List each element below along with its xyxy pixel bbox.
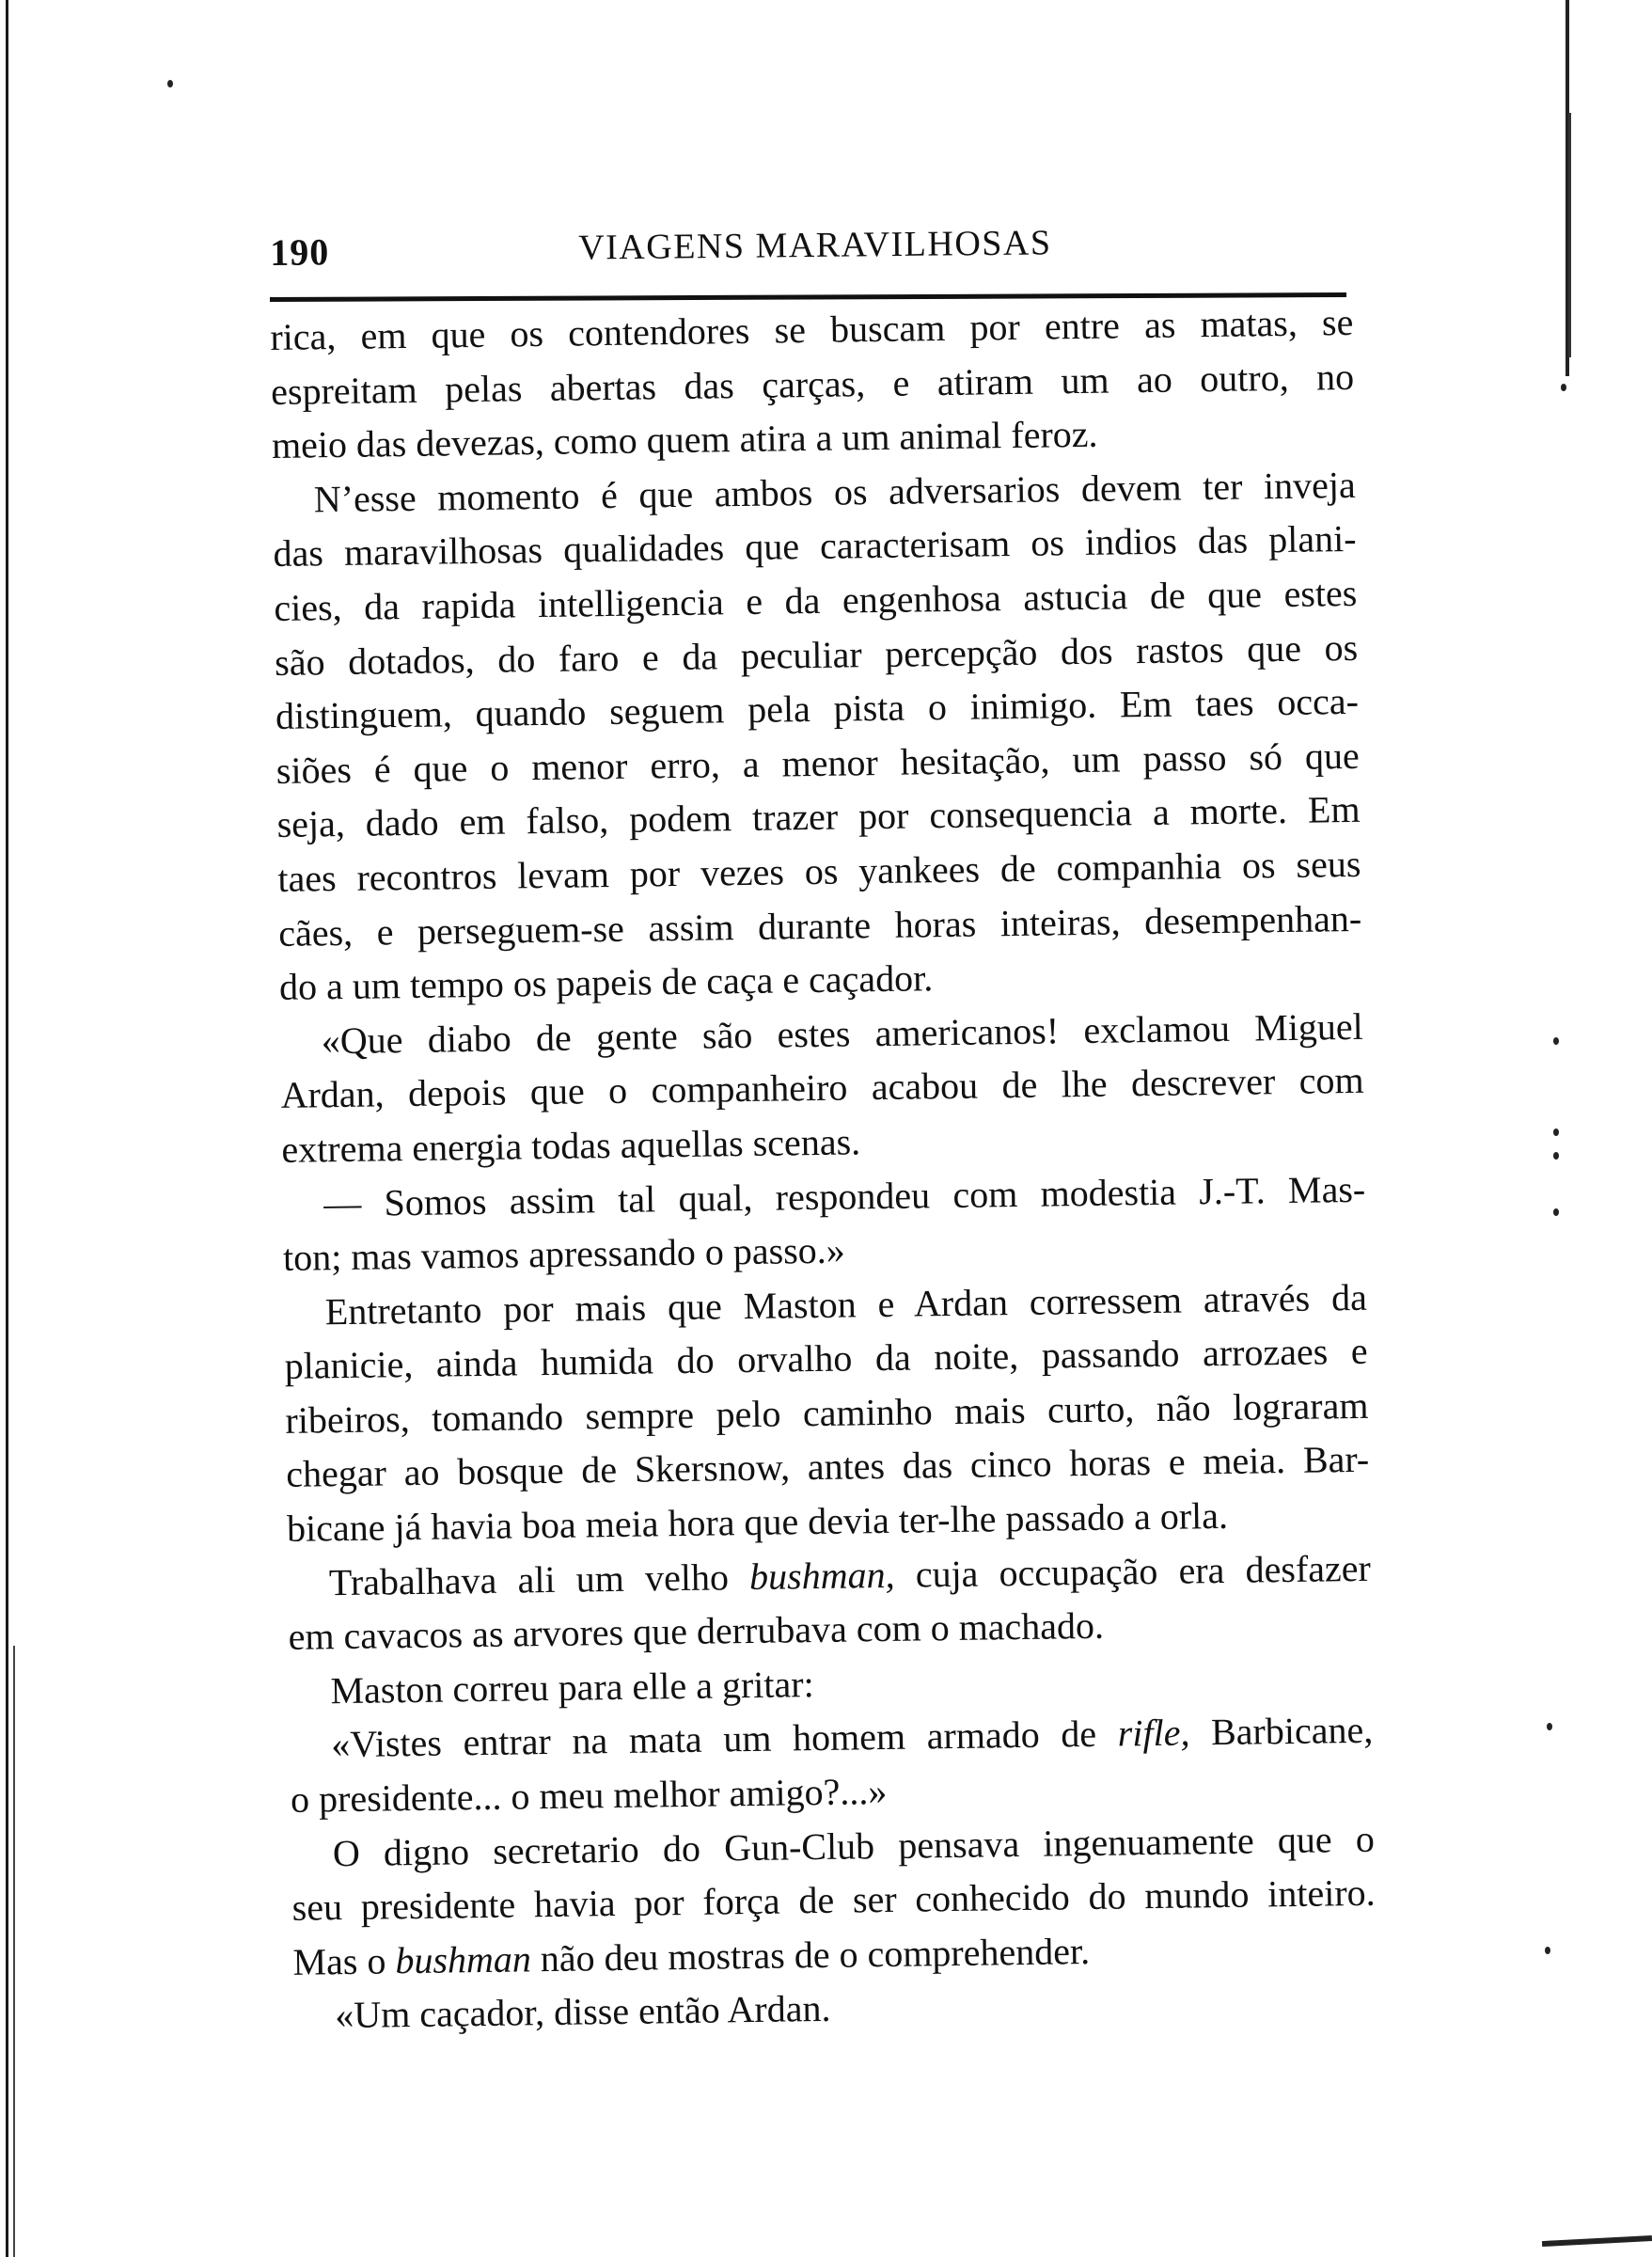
text-line: são dotados, do faro e da peculiar percepção dos rastos que os: [274, 625, 1359, 684]
ink-speck: [1553, 1037, 1559, 1045]
text-line: N’esse momento é que ambos os adversarios devem ter inveja: [313, 463, 1357, 521]
text-line: — Somos assim tal qual, respondeu com modestia J.-T. Mas-: [323, 1167, 1366, 1224]
italic-word: bushman: [395, 1937, 532, 1982]
text-line: extrema energia todas aquellas scenas.: [281, 1120, 861, 1171]
text-line: ribeiros, tomando sempre pelo caminho mais curto, não lograram: [285, 1383, 1369, 1442]
text-line: Entretanto por mais que Maston e Ardan corressem através da: [324, 1275, 1368, 1333]
text-line: Ardan, depois que o companheiro acabou de lhe descrever com: [280, 1059, 1364, 1117]
text-line: das maravilhosas qualidades que caracterisam os indios das plani-: [273, 517, 1357, 576]
ink-speck: [167, 80, 173, 87]
text-line: ton; mas vamos apressando o passo.»: [282, 1228, 846, 1279]
text-run: Trabalhava ali um velho: [328, 1555, 750, 1603]
text-line: cies, da rapida intelligencia e da engenhosa astucia de que estes: [274, 571, 1358, 629]
text-line: meio das devezas, como quem atira a um animal feroz.: [271, 412, 1098, 467]
binding-edge-shadow: [13, 1646, 15, 2257]
text-line: espreitam pelas abertas das çarças, e atiram um ao outro, no: [270, 355, 1355, 413]
text-line: taes recontros levam por vezes os yankees de companhia os seus: [277, 842, 1361, 900]
text-run: Barbicane,: [1189, 1709, 1374, 1754]
text-line: bicane já havia boa meia hora que devia ter-lhe passado a orla.: [286, 1493, 1229, 1550]
text-line: distinguem, quando seguem pela pista o inimigo. Em taes occa-: [275, 680, 1360, 738]
running-title: VIAGENS MARAVILHOSAS: [577, 223, 1052, 268]
text-line: «Que diabo de gente são estes americanos! exclamou Miguel: [321, 1004, 1364, 1063]
text-line: em cavacos as arvores que derrubava com o machado.: [288, 1604, 1105, 1659]
page-header: [270, 219, 1349, 287]
text-line: siões é que o menor erro, a menor hesitação, um passo só que: [275, 734, 1361, 792]
body-text: [270, 295, 1377, 2044]
ink-speck: [1553, 1152, 1559, 1160]
text-line: «Um caçador, disse então Ardan.: [335, 1987, 831, 2037]
text-run: «Vistes entrar na mata um homem armado de: [330, 1712, 1119, 1766]
text-run: Mas o: [292, 1939, 396, 1983]
text-line: do a um tempo os papeis de caça e caçador.: [278, 956, 934, 1009]
page-corner-mark: [1542, 2235, 1652, 2247]
text-line: seja, dado em falso, podem trazer por consequencia a morte. Em: [276, 788, 1361, 846]
ink-speck: [1545, 1947, 1550, 1954]
text-line: seu presidente havia por força de ser conhecido do mundo inteiro.: [291, 1870, 1376, 1930]
text-line: Maston correu para elle a gritar:: [330, 1662, 814, 1712]
binding-edge: [6, 0, 8, 2257]
text-line: chegar ao bosque de Skersnow, antes das cinco horas e meia. Bar-: [285, 1438, 1370, 1496]
text-line: planicie, ainda humida do orvalho da noite, passando arrozaes e: [284, 1330, 1368, 1388]
italic-word: rifle,: [1117, 1711, 1190, 1755]
text-run: cuja occupação era desfazer: [894, 1546, 1372, 1596]
text-line: cães, e perseguem-se assim durante horas inteiras, desempenhan-: [277, 896, 1362, 955]
ink-speck: [1553, 1128, 1559, 1136]
text-line: O digno secretario do Gun-Club pensava ingenuamente que o: [332, 1817, 1376, 1874]
ink-speck: [1561, 384, 1566, 391]
text-run: não deu mostras de o comprehender.: [530, 1929, 1091, 1981]
ink-speck: [1553, 1208, 1559, 1216]
italic-word: bushman,: [748, 1553, 895, 1598]
text-line: o presidente... o meu melhor amigo?...»: [290, 1770, 888, 1821]
ink-speck: [1547, 1723, 1552, 1730]
text-line: rica, em que os contendores se buscam por entre as matas, se: [270, 300, 1354, 358]
page-edge-mark-lower: [1568, 113, 1571, 357]
page-number: 190: [270, 230, 330, 274]
